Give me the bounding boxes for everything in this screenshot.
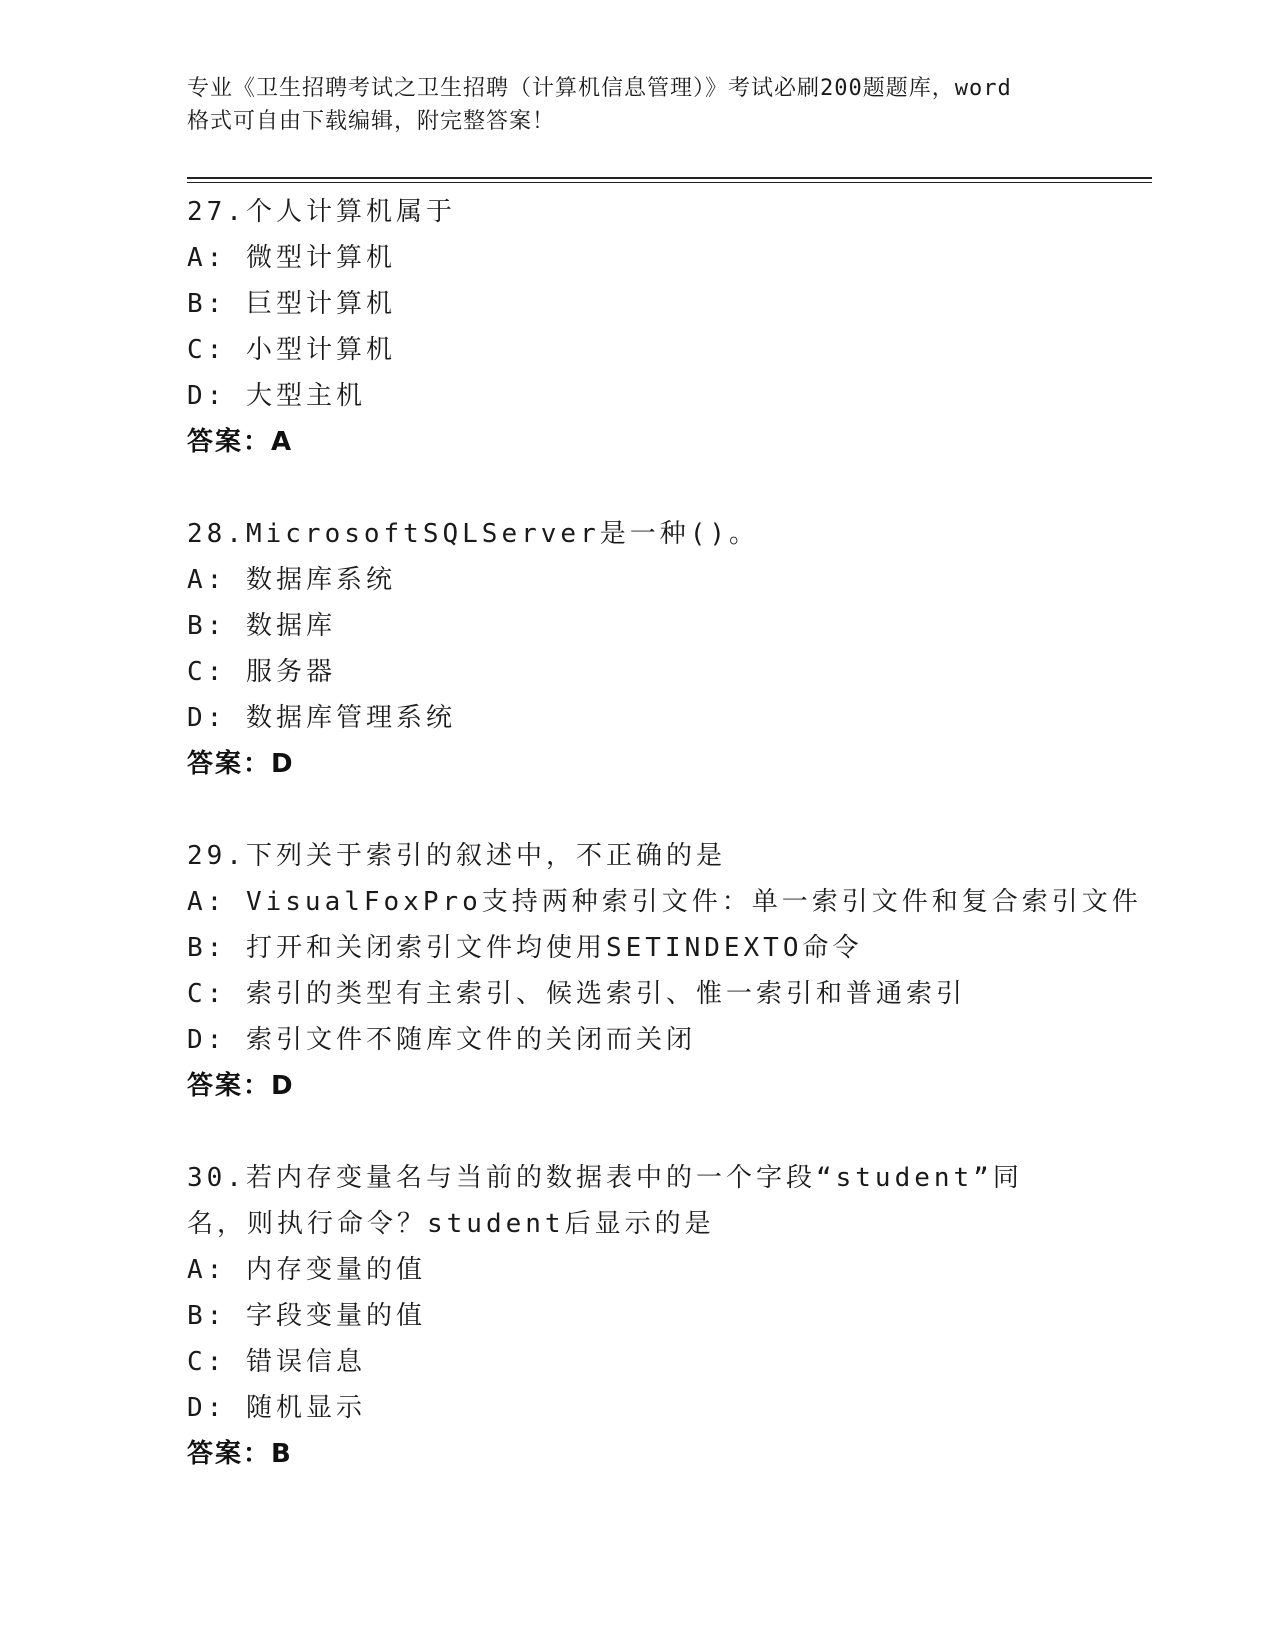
option-c: C: 服务器: [187, 657, 336, 687]
question-list: [187, 189, 1187, 1523]
option-b: B: 打开和关闭索引文件均使用SETINDEXTO命令: [187, 933, 863, 963]
option-a: A: 数据库系统: [187, 565, 396, 595]
question-27: [187, 189, 1187, 465]
question-28: [187, 511, 1187, 787]
option-b: B: 字段变量的值: [187, 1301, 426, 1331]
answer-label: 答案：D: [187, 749, 295, 779]
question-30: [187, 1155, 1187, 1477]
question-stem: 29.下列关于索引的叙述中，不正确的是: [187, 841, 726, 871]
option-c: C: 错误信息: [187, 1347, 366, 1377]
question-29: [187, 833, 1187, 1109]
question-stem: 30.若内存变量名与当前的数据表中的一个字段“student”同名，则执行命令？student后显示的是: [187, 1163, 1023, 1239]
header-line-1: 专业《卫生招聘考试之卫生招聘（计算机信息管理）》考试必刷200题题库，word: [187, 76, 1012, 101]
option-c: C: 小型计算机: [187, 335, 396, 365]
option-d: D: 大型主机: [187, 381, 366, 411]
answer-label: 答案：A: [187, 427, 294, 457]
option-d: D: 随机显示: [187, 1393, 366, 1423]
option-c: C: 索引的类型有主索引、候选索引、惟一索引和普通索引: [187, 979, 966, 1009]
option-a: A: 内存变量的值: [187, 1255, 426, 1285]
option-d: D: 数据库管理系统: [187, 703, 456, 733]
answer-label: 答案：B: [187, 1439, 293, 1469]
option-a: A: 微型计算机: [187, 243, 396, 273]
document-header: [187, 72, 1087, 138]
option-b: B: 数据库: [187, 611, 336, 641]
header-divider-thick: [187, 177, 1152, 179]
option-d: D: 索引文件不随库文件的关闭而关闭: [187, 1025, 696, 1055]
option-a: A: VisualFoxPro支持两种索引文件：单一索引文件和复合索引文件: [187, 887, 1142, 917]
answer-label: 答案：D: [187, 1071, 295, 1101]
question-stem: 27.个人计算机属于: [187, 197, 456, 227]
header-line-2: 格式可自由下载编辑，附完整答案！: [187, 109, 556, 134]
question-stem: 28.MicrosoftSQLServer是一种()。: [187, 519, 760, 549]
option-b: B: 巨型计算机: [187, 289, 396, 319]
header-divider-thin: [187, 182, 1152, 183]
